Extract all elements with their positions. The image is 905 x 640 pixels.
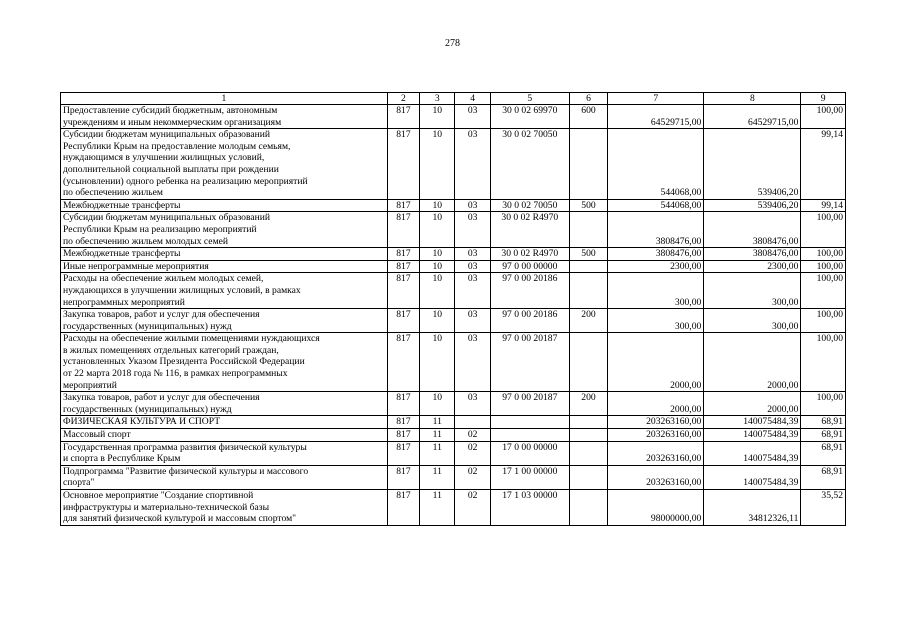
row-code-expense-type: 600 (569, 105, 607, 129)
row-name: ФИЗИЧЕСКАЯ КУЛЬТУРА И СПОРТ (61, 416, 388, 429)
row-execution-percent: 100,00 (801, 392, 846, 416)
row-code-expense-type: 500 (569, 199, 607, 212)
row-execution-percent: 100,00 (801, 273, 846, 309)
row-code-subsection: 03 (455, 199, 490, 212)
row-name: Субсидии бюджетам муниципальных образований Республики Крым на предоставление молодым семьям, нуждающимся в улучшении жилищных условий, дополнительной социальной выплаты при рождении (усыновлении) одного ребенка на реализацию мероприятий по обеспечению жильем (61, 129, 388, 200)
table-row (61, 465, 846, 489)
row-name: Предоставление субсидий бюджетным, автономным учреждениям и иным некоммерческим организациям (61, 105, 388, 129)
row-amount-executed: 140075484,39 (704, 465, 801, 489)
row-code-expense-type (569, 429, 607, 442)
row-amount-planned: 300,00 (608, 273, 704, 309)
row-name: Закупка товаров, работ и услуг для обеспечения государственных (муниципальных) нужд (61, 309, 388, 333)
table-header-row (61, 93, 846, 105)
row-code-subsection: 03 (455, 129, 490, 200)
row-code-subsection: 03 (455, 392, 490, 416)
row-code-admin: 817 (387, 416, 419, 429)
row-code-admin: 817 (387, 212, 419, 248)
row-code-admin: 817 (387, 441, 419, 465)
row-code-admin: 817 (387, 490, 419, 526)
row-code-subsection: 03 (455, 260, 490, 273)
row-execution-percent: 68,91 (801, 429, 846, 442)
row-amount-executed: 64529715,00 (704, 105, 801, 129)
row-name: Государственная программа развития физической культуры и спорта в Республике Крым (61, 441, 388, 465)
row-code-target: 30 0 02 R4970 (490, 212, 569, 248)
row-code-target: 97 0 00 20186 (490, 309, 569, 333)
column-header: 3 (420, 93, 455, 105)
row-amount-planned: 300,00 (608, 309, 704, 333)
row-code-admin: 817 (387, 309, 419, 333)
row-code-admin: 817 (387, 333, 419, 392)
row-code-subsection: 02 (455, 441, 490, 465)
row-code-target (490, 416, 569, 429)
row-code-subsection: 02 (455, 429, 490, 442)
row-code-expense-type (569, 129, 607, 200)
row-code-section: 10 (420, 273, 455, 309)
row-amount-executed: 539406,20 (704, 129, 801, 200)
row-code-expense-type (569, 490, 607, 526)
row-code-section: 11 (420, 465, 455, 489)
row-name: Подпрограмма "Развитие физической культуры и массового спорта" (61, 465, 388, 489)
row-amount-executed: 300,00 (704, 273, 801, 309)
row-code-subsection: 03 (455, 309, 490, 333)
table-row (61, 309, 846, 333)
row-code-expense-type (569, 465, 607, 489)
row-amount-executed: 140075484,39 (704, 429, 801, 442)
row-code-admin: 817 (387, 199, 419, 212)
row-code-target: 30 0 02 70050 (490, 129, 569, 200)
row-amount-executed: 34812326,11 (704, 490, 801, 526)
row-code-section: 10 (420, 105, 455, 129)
row-code-subsection: 03 (455, 105, 490, 129)
table-row (61, 429, 846, 442)
row-name: Иные непрограммные мероприятия (61, 260, 388, 273)
row-amount-executed: 140075484,39 (704, 416, 801, 429)
row-code-admin: 817 (387, 260, 419, 273)
column-header: 1 (61, 93, 388, 105)
row-code-subsection: 02 (455, 465, 490, 489)
column-header: 2 (387, 93, 419, 105)
row-execution-percent: 100,00 (801, 248, 846, 261)
row-code-expense-type (569, 260, 607, 273)
row-amount-executed: 2000,00 (704, 392, 801, 416)
row-execution-percent: 99,14 (801, 129, 846, 200)
row-execution-percent: 35,52 (801, 490, 846, 526)
row-execution-percent: 100,00 (801, 212, 846, 248)
row-code-target: 30 0 02 70050 (490, 199, 569, 212)
row-name: Основное мероприятие "Создание спортивной инфраструктуры и материально-технической базы для занятий физической культурой и массовым спортом" (61, 490, 388, 526)
row-amount-planned: 64529715,00 (608, 105, 704, 129)
row-code-target: 97 0 00 20187 (490, 333, 569, 392)
row-code-target: 30 0 02 69970 (490, 105, 569, 129)
row-execution-percent: 100,00 (801, 260, 846, 273)
row-code-expense-type (569, 273, 607, 309)
row-name: Массовый спорт (61, 429, 388, 442)
row-code-subsection: 03 (455, 333, 490, 392)
row-amount-planned: 544068,00 (608, 129, 704, 200)
row-name: Закупка товаров, работ и услуг для обеспечения государственных (муниципальных) нужд (61, 392, 388, 416)
page-number: 278 (445, 38, 460, 49)
row-code-expense-type: 200 (569, 309, 607, 333)
column-header: 9 (801, 93, 846, 105)
row-code-section: 10 (420, 199, 455, 212)
table-row (61, 392, 846, 416)
row-amount-executed: 140075484,39 (704, 441, 801, 465)
row-amount-planned: 2300,00 (608, 260, 704, 273)
row-code-expense-type: 500 (569, 248, 607, 261)
column-header: 4 (455, 93, 490, 105)
column-header: 6 (569, 93, 607, 105)
row-execution-percent: 100,00 (801, 309, 846, 333)
row-amount-planned: 2000,00 (608, 333, 704, 392)
row-code-target (490, 429, 569, 442)
row-execution-percent: 68,91 (801, 416, 846, 429)
row-code-section: 11 (420, 441, 455, 465)
column-header: 7 (608, 93, 704, 105)
row-code-admin: 817 (387, 429, 419, 442)
row-code-subsection: 03 (455, 212, 490, 248)
row-amount-planned: 544068,00 (608, 199, 704, 212)
table-row (61, 199, 846, 212)
row-amount-executed: 300,00 (704, 309, 801, 333)
row-code-subsection (455, 416, 490, 429)
table-row (61, 333, 846, 392)
row-execution-percent: 100,00 (801, 105, 846, 129)
row-code-admin: 817 (387, 392, 419, 416)
table-row (61, 248, 846, 261)
column-header: 8 (704, 93, 801, 105)
row-code-section: 11 (420, 490, 455, 526)
row-code-admin: 817 (387, 465, 419, 489)
row-code-subsection: 03 (455, 248, 490, 261)
row-code-expense-type (569, 333, 607, 392)
row-code-section: 10 (420, 392, 455, 416)
row-amount-executed: 3808476,00 (704, 248, 801, 261)
table-row (61, 212, 846, 248)
row-amount-executed: 539406,20 (704, 199, 801, 212)
row-amount-planned: 98000000,00 (608, 490, 704, 526)
table-row (61, 490, 846, 526)
row-name: Расходы на обеспечение жильем молодых семей, нуждающихся в улучшении жилищных условий, в рамках непрограммных мероприятий (61, 273, 388, 309)
row-amount-planned: 203263160,00 (608, 441, 704, 465)
row-code-expense-type (569, 212, 607, 248)
row-name: Расходы на обеспечение жилыми помещениями нуждающихся в жилых помещениях отдельных категорий граждан, установленных Указом Президента Российской Федерации от 22 марта 2018 года № 116, в рамках непрограммных мероприятий (61, 333, 388, 392)
row-amount-executed: 3808476,00 (704, 212, 801, 248)
table-row (61, 105, 846, 129)
row-code-admin: 817 (387, 105, 419, 129)
row-amount-planned: 3808476,00 (608, 248, 704, 261)
row-name: Субсидии бюджетам муниципальных образований Республики Крым на реализацию мероприятий по обеспечению жильем молодых семей (61, 212, 388, 248)
row-code-admin: 817 (387, 129, 419, 200)
row-code-section: 10 (420, 212, 455, 248)
table-row (61, 129, 846, 200)
table-row (61, 416, 846, 429)
row-amount-executed: 2000,00 (704, 333, 801, 392)
column-header: 5 (490, 93, 569, 105)
row-code-subsection: 02 (455, 490, 490, 526)
row-code-section: 11 (420, 429, 455, 442)
row-amount-planned: 203263160,00 (608, 416, 704, 429)
table-row (61, 441, 846, 465)
row-code-target: 30 0 02 R4970 (490, 248, 569, 261)
budget-table (60, 92, 846, 526)
row-amount-planned: 2000,00 (608, 392, 704, 416)
row-code-target: 97 0 00 20187 (490, 392, 569, 416)
row-code-section: 10 (420, 309, 455, 333)
row-code-expense-type (569, 441, 607, 465)
row-code-admin: 817 (387, 248, 419, 261)
row-code-section: 10 (420, 260, 455, 273)
row-execution-percent: 68,91 (801, 465, 846, 489)
row-code-section: 10 (420, 129, 455, 200)
row-code-section: 11 (420, 416, 455, 429)
row-amount-planned: 3808476,00 (608, 212, 704, 248)
row-code-section: 10 (420, 248, 455, 261)
row-execution-percent: 68,91 (801, 441, 846, 465)
row-code-target: 17 1 00 00000 (490, 465, 569, 489)
row-code-target: 17 1 03 00000 (490, 490, 569, 526)
row-code-target: 17 0 00 00000 (490, 441, 569, 465)
row-code-expense-type (569, 416, 607, 429)
row-execution-percent: 100,00 (801, 333, 846, 392)
row-code-subsection: 03 (455, 273, 490, 309)
row-name: Межбюджетные трансферты (61, 248, 388, 261)
row-code-target: 97 0 00 00000 (490, 260, 569, 273)
row-code-expense-type: 200 (569, 392, 607, 416)
row-amount-planned: 203263160,00 (608, 465, 704, 489)
row-execution-percent: 99,14 (801, 199, 846, 212)
row-amount-executed: 2300,00 (704, 260, 801, 273)
row-name: Межбюджетные трансферты (61, 199, 388, 212)
table-row (61, 260, 846, 273)
table-row (61, 273, 846, 309)
row-code-admin: 817 (387, 273, 419, 309)
row-code-target: 97 0 00 20186 (490, 273, 569, 309)
row-amount-planned: 203263160,00 (608, 429, 704, 442)
row-code-section: 10 (420, 333, 455, 392)
